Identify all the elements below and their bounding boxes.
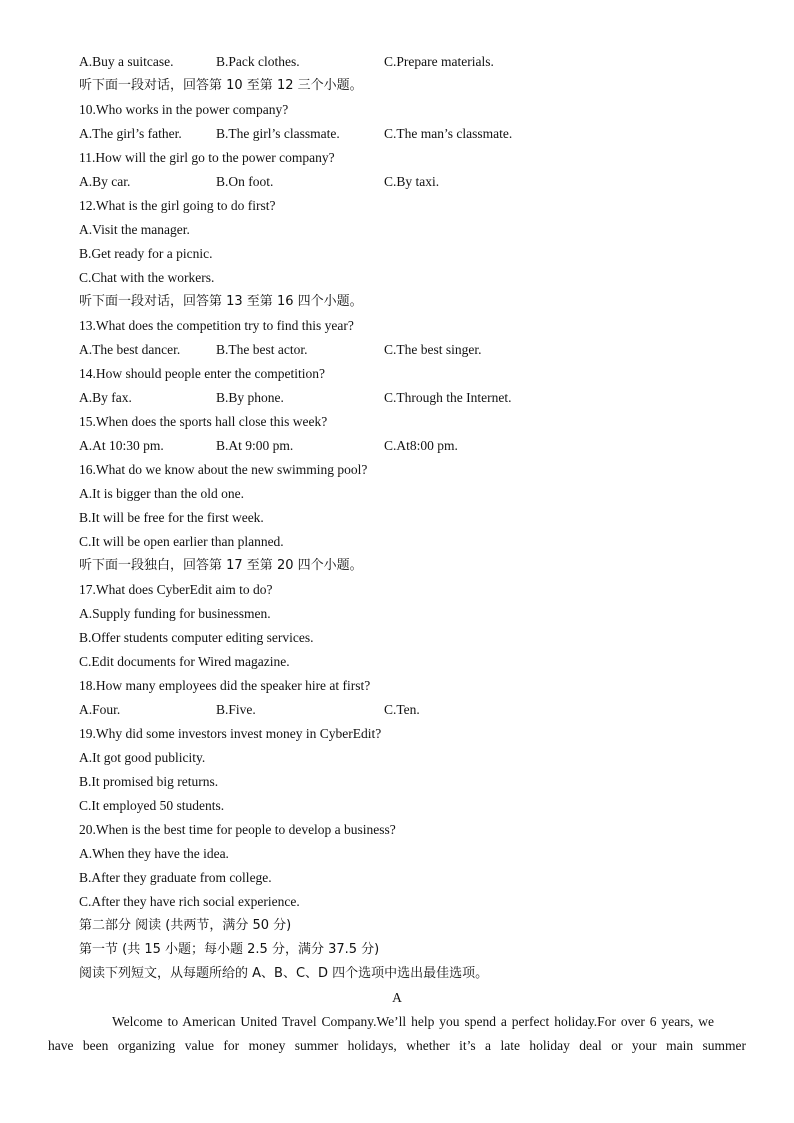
q17-option-b: B.Offer students computer editing services. [79, 630, 314, 645]
q16-option-c: C.It will be open earlier than planned. [79, 534, 284, 549]
q19-option-c: C.It employed 50 students. [79, 798, 225, 813]
q12-option-c: C.Chat with the workers. [79, 270, 215, 285]
q20-option-b: B.After they graduate from college. [79, 870, 272, 885]
q19-stem: 19.Why did some investors invest money in CyberEdit? [79, 726, 382, 741]
part2-heading: 第二部分 阅读 (共两节，满分 50 分) [79, 918, 292, 933]
q17-stem: 17.What does CyberEdit aim to do? [79, 582, 273, 597]
passage-line-2: have been organizing value for money summer holidays, whether it’s a late holiday deal or your main summer [48, 1038, 746, 1053]
q14-option-b: B.By phone. [216, 390, 284, 405]
q11-stem: 11.How will the girl go to the power company? [79, 150, 335, 165]
q19-option-a: A.It got good publicity. [79, 750, 206, 765]
q15-option-c: C.At8:00 pm. [384, 438, 458, 453]
q12-stem: 12.What is the girl going to do first? [79, 198, 276, 213]
q20-option-a: A.When they have the idea. [79, 846, 229, 861]
q15-option-b: B.At 9:00 pm. [216, 438, 294, 453]
q14-option-a: A.By fax. [79, 390, 132, 405]
q13-option-c: C.The best singer. [384, 342, 482, 357]
section-heading-13-16: 听下面一段对话，回答第 13 至第 16 四个小题。 [79, 294, 363, 309]
q11-option-b: B.On foot. [216, 174, 274, 189]
q18-stem: 18.How many employees did the speaker hire at first? [79, 678, 371, 693]
q20-stem: 20.When is the best time for people to develop a business? [79, 822, 396, 837]
q16-option-b: B.It will be free for the first week. [79, 510, 264, 525]
passage-label: A [392, 990, 402, 1005]
q10-option-c: C.The man’s classmate. [384, 126, 513, 141]
q13-stem: 13.What does the competition try to find this year? [79, 318, 354, 333]
q10-stem: 10.Who works in the power company? [79, 102, 289, 117]
q18-option-b: B.Five. [216, 702, 256, 717]
q11-option-a: A.By car. [79, 174, 131, 189]
q18-option-c: C.Ten. [384, 702, 420, 717]
q16-option-a: A.It is bigger than the old one. [79, 486, 244, 501]
section-heading-10-12: 听下面一段对话，回答第 10 至第 12 三个小题。 [79, 78, 363, 93]
reading-instructions: 阅读下列短文，从每题所给的 A、B、C、D 四个选项中选出最佳选项。 [79, 966, 489, 981]
q11-option-c: C.By taxi. [384, 174, 440, 189]
passage-line-1-text: Welcome to American United Travel Company.We’ll help you spend a perfect holiday.For over 6 years, we [112, 1014, 714, 1029]
q10-option-a: A.The girl’s father. [79, 126, 182, 141]
q13-option-b: B.The best actor. [216, 342, 308, 357]
q10-option-b: B.The girl’s classmate. [216, 126, 340, 141]
q9-option-b: B.Pack clothes. [216, 54, 300, 69]
q14-option-c: C.Through the Internet. [384, 390, 512, 405]
q15-option-a: A.At 10:30 pm. [79, 438, 164, 453]
q14-stem: 14.How should people enter the competition? [79, 366, 325, 381]
section-heading-17-20: 听下面一段独白，回答第 17 至第 20 四个小题。 [79, 558, 363, 573]
q20-option-c: C.After they have rich social experience. [79, 894, 300, 909]
q13-option-a: A.The best dancer. [79, 342, 181, 357]
q9-option-c: C.Prepare materials. [384, 54, 494, 69]
q12-option-a: A.Visit the manager. [79, 222, 190, 237]
q18-option-a: A.Four. [79, 702, 121, 717]
q15-stem: 15.When does the sports hall close this week? [79, 414, 328, 429]
q19-option-b: B.It promised big returns. [79, 774, 219, 789]
q12-option-b: B.Get ready for a picnic. [79, 246, 213, 261]
section1-heading: 第一节 (共 15 小题；每小题 2.5 分，满分 37.5 分) [79, 942, 380, 957]
q17-option-c: C.Edit documents for Wired magazine. [79, 654, 290, 669]
q9-option-a: A.Buy a suitcase. [79, 54, 174, 69]
q16-stem: 16.What do we know about the new swimming pool? [79, 462, 368, 477]
q17-option-a: A.Supply funding for businessmen. [79, 606, 271, 621]
